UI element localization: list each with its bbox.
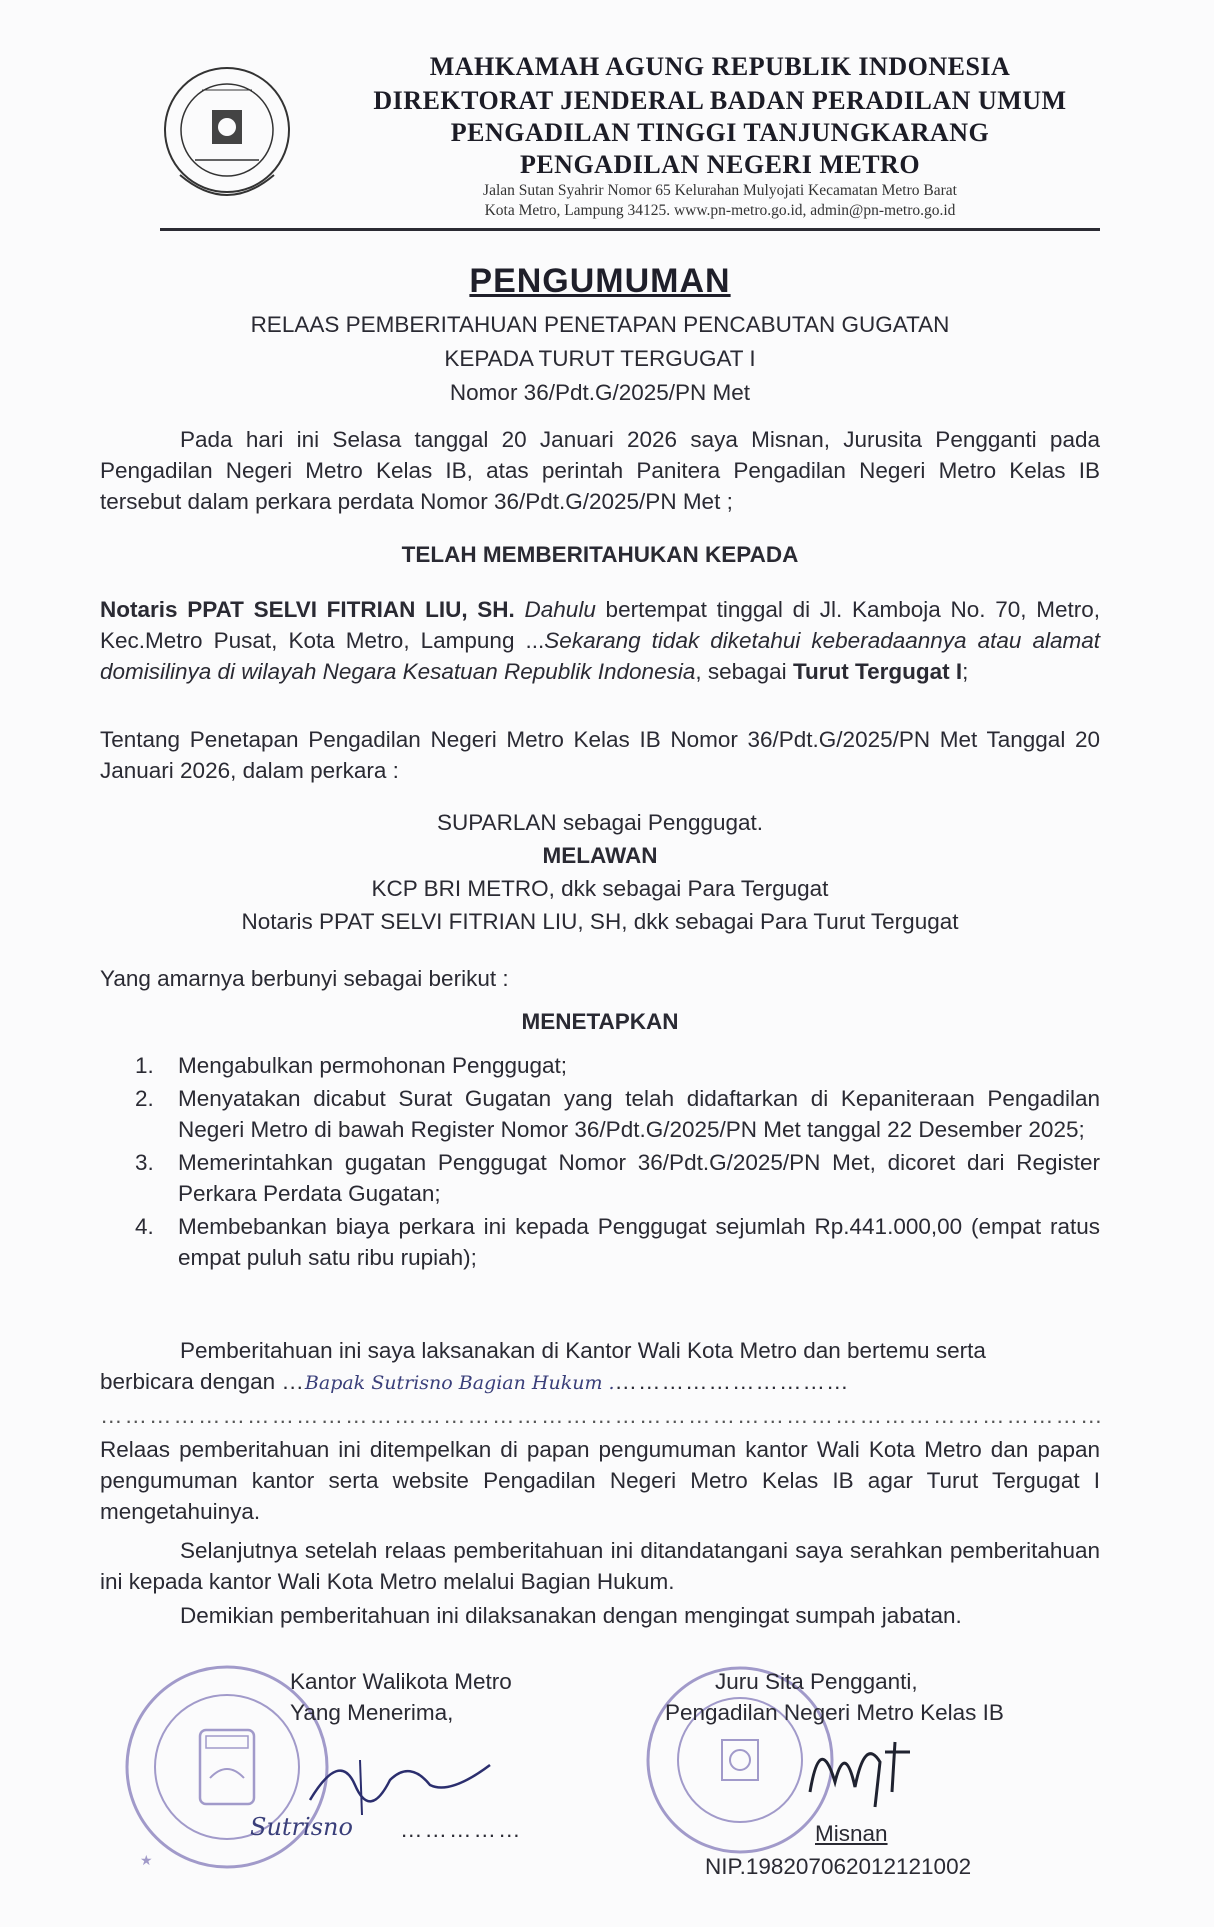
met-with-line: berbicara dengan …Bapak Sutrisno Bagian Hukum .…………………………	[100, 1369, 850, 1394]
right-signatory-office: Pengadilan Negeri Metro Kelas IB	[665, 1700, 1004, 1725]
left-signatory-role: Yang Menerima,	[290, 1700, 454, 1725]
recipient-unknown: Sekarang tidak diketahui keberadaannya atau alamat domisilinya di wilayah Negara Kesatuan Republik Indonesia	[100, 628, 1100, 684]
letterhead-address-2: Kota Metro, Lampung 34125. www.pn-metro.go.id, admin@pn-metro.go.id	[484, 202, 956, 219]
heading-decide: MENETAPKAN	[521, 1009, 679, 1034]
case-number: Nomor 36/Pdt.G/2025/PN Met	[449, 380, 751, 405]
right-signatory-name: Misnan	[815, 1821, 888, 1846]
letterhead-rule	[160, 228, 1100, 231]
posted-paragraph: Relaas pemberitahuan ini ditempelkan di papan pengumuman kantor Wali Kota Metro dan papan pengumuman kantor serta website Pengadilan Negeri Metro Kelas IB agar Turut Tergugat I mengetahuinya.	[100, 1437, 1100, 1524]
heading-notify: TELAH MEMBERITAHUKAN KEPADA	[401, 542, 799, 567]
right-signature-scribble	[800, 1722, 940, 1812]
court-seal-logo	[160, 50, 295, 220]
right-signatory-role: Juru Sita Pengganti,	[715, 1669, 918, 1694]
decision-list	[135, 1050, 1100, 1275]
verdict-intro: Yang amarnya berbunyi sebagai berikut :	[100, 966, 509, 991]
decision-text: Membebankan biaya perkara ini kepada Penggugat sejumlah Rp.441.000,00 (empat ratus empat puluh satu ribu rupiah);	[178, 1214, 1100, 1270]
document-title: PENGUMUMAN	[469, 262, 731, 300]
opening-paragraph: Pada hari ini Selasa tanggal 20 Januari 2026 saya Misnan, Jurusita Pengganti pada Pengadilan Negeri Metro Kelas IB, atas perintah Panitera Pengadilan Negeri Metro Kelas IB tersebut dalam perkara perdata Nomor 36/Pdt.G/2025/PN Met ;	[100, 427, 1100, 514]
recipient-previously: Dahulu	[524, 597, 596, 622]
left-dots: ……………	[400, 1817, 523, 1842]
letterhead-address-1: Jalan Sutan Syahrir Nomor 65 Kelurahan Mulyojati Kecamatan Metro Barat	[483, 182, 957, 199]
regarding-paragraph: Tentang Penetapan Pengadilan Negeri Metro Kelas IB Nomor 36/Pdt.G/2025/PN Met Tanggal 20 Januari 2026, dalam perkara :	[100, 727, 1100, 783]
party-co-defendants: Notaris PPAT SELVI FITRIAN LIU, SH, dkk sebagai Para Turut Tergugat	[241, 909, 959, 934]
execution-paragraph: Pemberitahuan ini saya laksanakan di Kantor Wali Kota Metro dan bertemu serta	[180, 1338, 986, 1363]
letterhead-line-4: PENGADILAN NEGERI METRO	[519, 150, 921, 179]
letterhead-line-1: MAHKAMAH AGUNG REPUBLIK INDONESIA	[429, 52, 1011, 81]
party-plaintiff: SUPARLAN sebagai Penggugat.	[436, 810, 764, 835]
dotted-line: ……………………………………………………………………………………………………………	[100, 1403, 1105, 1428]
document-subtitle-2: KEPADA TURUT TERGUGAT I	[444, 346, 756, 371]
left-signatory-name: Sutrisno	[250, 1813, 353, 1841]
list-item	[135, 1211, 1100, 1273]
party-versus: MELAWAN	[542, 843, 658, 868]
letterhead-line-2: DIREKTORAT JENDERAL BADAN PERADILAN UMUM	[373, 86, 1067, 115]
decision-number: 4.	[135, 1214, 154, 1239]
list-item	[135, 1050, 1100, 1081]
list-item	[135, 1147, 1100, 1209]
svg-text:★: ★	[140, 1853, 153, 1869]
met-with-label: berbicara dengan	[100, 1369, 276, 1394]
party-defendants: KCP BRI METRO, dkk sebagai Para Tergugat	[371, 876, 829, 901]
recipient-paragraph	[100, 594, 1100, 687]
decision-number: 3.	[135, 1150, 154, 1175]
recipient-as: , sebagai	[695, 659, 793, 684]
recipient-role: Turut Tergugat I	[792, 659, 963, 684]
left-signature-scribble	[300, 1740, 500, 1820]
closing-paragraph: Demikian pemberitahuan ini dilaksanakan dengan mengingat sumpah jabatan.	[180, 1603, 962, 1628]
handover-paragraph: Selanjutnya setelah relaas pemberitahuan ini ditandatangani saya serahkan pemberitahuan ini kepada kantor Wali Kota Metro melalui Bagian Hukum.	[100, 1538, 1100, 1594]
document-subtitle-1: RELAAS PEMBERITAHUAN PENETAPAN PENCABUTAN GUGATAN	[250, 312, 950, 337]
right-signatory-nip: NIP.198207062012121002	[705, 1854, 972, 1879]
letterhead-line-3: PENGADILAN TINGGI TANJUNGKARANG	[450, 118, 990, 147]
recipient-name: Notaris PPAT SELVI FITRIAN LIU, SH.	[100, 597, 515, 622]
met-with-handwritten: Bapak Sutrisno Bagian Hukum .	[304, 1372, 615, 1394]
decision-text: Mengabulkan permohonan Penggugat;	[178, 1053, 568, 1078]
recipient-address: bertempat tinggal di Jl. Kamboja No. 70, Metro, Kec.Metro Pusat, Kota Metro, Lampung ...	[100, 597, 1100, 653]
decision-number: 1.	[135, 1053, 154, 1078]
left-signatory-office: Kantor Walikota Metro	[290, 1669, 512, 1694]
decision-text: Menyatakan dicabut Surat Gugatan yang telah didaftarkan di Kepaniteraan Pengadilan Negeri Metro di bawah Register Nomor 36/Pdt.G/2025/PN Met tanggal 22 Desember 2025;	[178, 1086, 1100, 1142]
recipient-end: ;	[962, 659, 969, 684]
decision-number: 2.	[135, 1086, 154, 1111]
decision-text: Memerintahkan gugatan Penggugat Nomor 36/Pdt.G/2025/PN Met, dicoret dari Register Perkara Perdata Gugatan;	[178, 1150, 1100, 1206]
list-item	[135, 1083, 1100, 1145]
